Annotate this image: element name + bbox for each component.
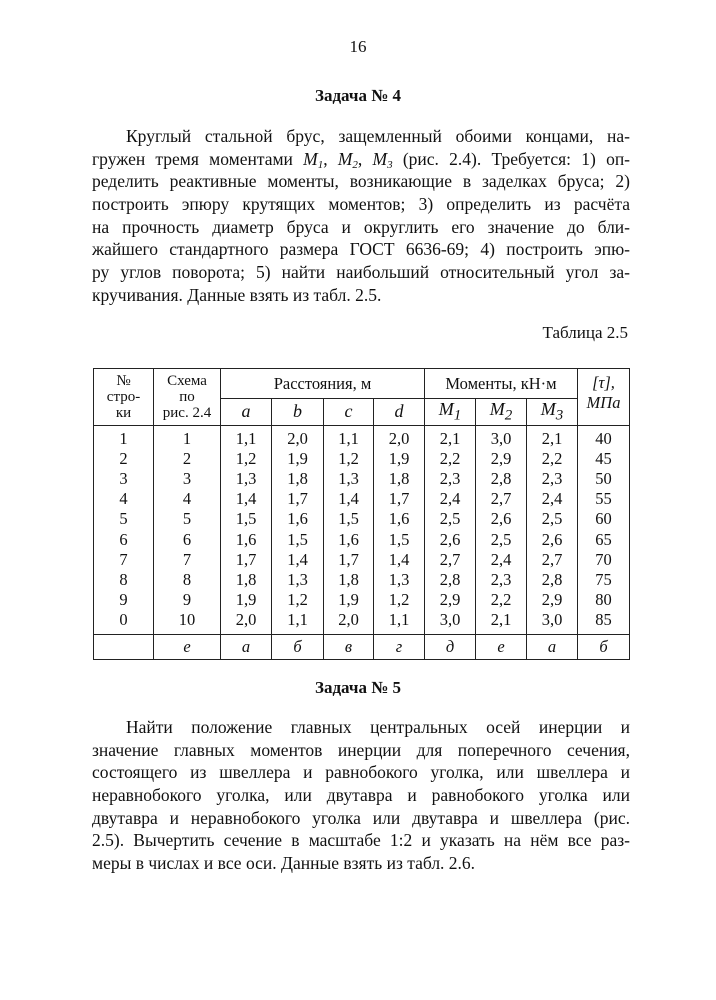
math-symbol: M — [372, 148, 388, 169]
text-segment: на прочность диаметр бруса и округлить его значение до бли- — [92, 216, 630, 237]
table-cell: 40 — [578, 425, 630, 449]
table-cell: 1,3 — [374, 570, 425, 590]
moment-symbol: M — [438, 399, 454, 419]
table-cell: 1,6 — [272, 509, 324, 529]
table-cell: 2,8 — [476, 469, 527, 489]
text-segment: значение главных моментов инерции для поперечного сечения, — [92, 739, 630, 760]
table-cell: 2,3 — [476, 570, 527, 590]
table-cell: 0 — [94, 610, 154, 635]
table-cell: 3,0 — [425, 610, 476, 635]
task-5-paragraph — [92, 716, 630, 875]
moment-symbol: M — [489, 399, 505, 419]
header-text: ки — [115, 404, 132, 421]
text-segment: , — [323, 148, 338, 169]
footer-cell: а — [221, 635, 272, 660]
table-cell: 65 — [578, 530, 630, 550]
table-cell: 2,5 — [527, 509, 578, 529]
table-cell: 60 — [578, 509, 630, 529]
table-cell: 2,4 — [425, 489, 476, 509]
table-row — [94, 570, 630, 590]
text-line — [92, 761, 630, 784]
table-cell: 1,5 — [272, 530, 324, 550]
page-number: 16 — [349, 37, 367, 56]
table-cell: 1,1 — [324, 425, 374, 449]
text-line — [92, 716, 630, 739]
table-cell: 2,9 — [425, 590, 476, 610]
table-cell: 2,0 — [374, 425, 425, 449]
table-cell: 1,3 — [272, 570, 324, 590]
text-line — [92, 784, 630, 807]
header-b: b — [272, 399, 324, 426]
footer-cell: г — [374, 635, 425, 660]
subscript: 2 — [352, 158, 358, 171]
table-cell: 6 — [154, 530, 221, 550]
text-segment: ру углов поворота; 5) найти наибольший относительный угол за- — [92, 262, 630, 283]
table-cell: 1,2 — [221, 449, 272, 469]
text-line — [92, 261, 630, 284]
table-cell: 2,7 — [527, 550, 578, 570]
text-segment: неравнобокого уголка, или двутавра и равнобокого уголка или — [92, 785, 630, 806]
table-cell: 2,1 — [476, 610, 527, 635]
table-row — [94, 469, 630, 489]
table-cell: 4 — [94, 489, 154, 509]
table-cell: 10 — [154, 610, 221, 635]
table-cell: 1,5 — [221, 509, 272, 529]
table-cell: 2,4 — [476, 550, 527, 570]
footer-cell — [94, 635, 154, 660]
table-cell: 6 — [94, 530, 154, 550]
table-row — [94, 449, 630, 469]
table-cell: 1,7 — [221, 550, 272, 570]
table-row — [94, 590, 630, 610]
table-cell: 1,9 — [374, 449, 425, 469]
subscript: 2 — [504, 407, 513, 424]
header-scheme — [154, 369, 221, 426]
table-cell: 2,0 — [324, 610, 374, 635]
text-line — [92, 739, 630, 762]
table-cell: 1,1 — [272, 610, 324, 635]
table-cell: 2,9 — [527, 590, 578, 610]
table-cell: 7 — [94, 550, 154, 570]
table-cell: 55 — [578, 489, 630, 509]
table-cell: 2,9 — [476, 449, 527, 469]
table-cell: 2,1 — [527, 425, 578, 449]
header-text: МПа — [586, 393, 621, 412]
table-cell: 2,6 — [527, 530, 578, 550]
header-text: рис. 2.4 — [162, 404, 212, 421]
table-cell: 1,2 — [272, 590, 324, 610]
table-cell: 8 — [94, 570, 154, 590]
footer-cell: е — [476, 635, 527, 660]
table-cell: 2,8 — [425, 570, 476, 590]
table-cell: 9 — [94, 590, 154, 610]
table-cell: 5 — [154, 509, 221, 529]
header-row-number — [94, 369, 154, 426]
table-row — [94, 509, 630, 529]
header-m3 — [527, 399, 578, 426]
text-segment: состоящего из швеллера и равнобокого уголка, или швеллера и — [92, 762, 630, 783]
table-cell: 5 — [94, 509, 154, 529]
data-table — [93, 368, 630, 660]
header-text: № — [116, 372, 131, 389]
table-cell: 1,8 — [272, 469, 324, 489]
task-4-title: Задача № 4 — [314, 86, 402, 105]
table-cell: 1,8 — [324, 570, 374, 590]
header-distances: Расстояния, м — [221, 369, 425, 399]
moment-symbol: M — [540, 399, 556, 419]
subscript: 1 — [453, 407, 462, 424]
text-segment: двутавра и неравнобокого уголка или двутавра и швеллера (рис. — [92, 807, 630, 828]
table-cell: 70 — [578, 550, 630, 570]
subscript: 3 — [387, 158, 393, 171]
table-cell: 2,2 — [425, 449, 476, 469]
text-segment: кручивания. Данные взять из табл. 2.5. — [92, 284, 382, 305]
table-cell: 1,3 — [324, 469, 374, 489]
table-cell: 2,0 — [221, 610, 272, 635]
table-cell: 2 — [154, 449, 221, 469]
text-line — [92, 216, 630, 239]
text-segment: 2.5). Вычертить сечение в масштабе 1:2 и указать на нём все раз- — [92, 830, 630, 851]
header-c: c — [324, 399, 374, 426]
text-line — [92, 148, 630, 171]
table-cell: 1,3 — [221, 469, 272, 489]
table-cell: 2,4 — [527, 489, 578, 509]
table-row — [94, 530, 630, 550]
table-cell: 8 — [154, 570, 221, 590]
text-segment: (рис. 2.4). Требуется: 1) оп- — [392, 148, 631, 169]
table-cell: 1,1 — [221, 425, 272, 449]
table-cell: 2,3 — [527, 469, 578, 489]
header-d: d — [374, 399, 425, 426]
table-cell: 2 — [94, 449, 154, 469]
header-text: стро- — [106, 388, 141, 405]
table-cell: 1,7 — [374, 489, 425, 509]
table-cell: 2,6 — [476, 509, 527, 529]
table-cell: 1,8 — [221, 570, 272, 590]
footer-cell: д — [425, 635, 476, 660]
table-row — [94, 550, 630, 570]
footer-cell: а — [527, 635, 578, 660]
text-segment: меры в числах и все оси. Данные взять из табл. 2.6. — [92, 853, 476, 874]
table-cell: 1,2 — [324, 449, 374, 469]
table-cell: 1,8 — [374, 469, 425, 489]
table-cell: 1,6 — [221, 530, 272, 550]
text-segment: жайшего стандартного размера ГОСТ 6636-69; 4) построить эпю- — [92, 239, 630, 260]
table-cell: 1,5 — [374, 530, 425, 550]
table-cell: 85 — [578, 610, 630, 635]
text-line — [92, 284, 630, 307]
table-cell: 1 — [154, 425, 221, 449]
header-moments: Моменты, кН·м — [425, 369, 578, 399]
footer-cell: б — [272, 635, 324, 660]
text-line — [92, 170, 630, 193]
header-m2 — [476, 399, 527, 426]
text-segment: ределить реактивные моменты, возникающие в заделках бруса; 2) — [92, 171, 630, 192]
header-text: Схема — [167, 372, 207, 389]
math-symbol: M — [303, 148, 318, 169]
table-cell: 3 — [154, 469, 221, 489]
table-cell: 3,0 — [527, 610, 578, 635]
table-cell: 1,5 — [324, 509, 374, 529]
text-line — [92, 193, 630, 216]
table-caption: Таблица 2.5 — [542, 323, 628, 342]
footer-cell: в — [324, 635, 374, 660]
table-cell: 1,4 — [374, 550, 425, 570]
subscript: 1 — [317, 158, 324, 171]
table-cell: 1,6 — [374, 509, 425, 529]
text-line — [92, 125, 630, 148]
table-cell: 1,4 — [272, 550, 324, 570]
text-line — [92, 829, 630, 852]
subscript: 3 — [555, 407, 564, 424]
math-symbol: M — [337, 148, 353, 169]
table-cell: 2,1 — [425, 425, 476, 449]
table-cell: 50 — [578, 469, 630, 489]
table-cell: 2,0 — [272, 425, 324, 449]
text-segment: , — [357, 148, 373, 169]
text-segment: Найти положение главных центральных осей инерции и — [126, 717, 630, 737]
table-cell: 2,3 — [425, 469, 476, 489]
footer-cell: б — [578, 635, 630, 660]
table-cell: 2,2 — [476, 590, 527, 610]
table-cell: 7 — [154, 550, 221, 570]
table-row — [94, 425, 630, 449]
task-5-title: Задача № 5 — [314, 678, 402, 697]
table-cell: 3,0 — [476, 425, 527, 449]
header-a: a — [221, 399, 272, 426]
table-cell: 2,7 — [476, 489, 527, 509]
text-segment: построить эпюру крутящих моментов; 3) определить из расчёта — [92, 194, 630, 215]
text-segment: Круглый стальной брус, защемленный обоими концами, на- — [126, 126, 630, 146]
text-line — [92, 807, 630, 830]
table-cell: 1,2 — [374, 590, 425, 610]
table-cell: 2,5 — [476, 530, 527, 550]
table-cell: 1,1 — [374, 610, 425, 635]
table-cell: 4 — [154, 489, 221, 509]
table-cell: 1,9 — [324, 590, 374, 610]
header-m1 — [425, 399, 476, 426]
task-4-paragraph — [92, 125, 630, 307]
header-text: [τ], — [592, 373, 615, 392]
table-cell: 2,5 — [425, 509, 476, 529]
table-cell: 9 — [154, 590, 221, 610]
table-cell: 1,7 — [324, 550, 374, 570]
table-cell: 80 — [578, 590, 630, 610]
footer-cell: е — [154, 635, 221, 660]
table-cell: 1,6 — [324, 530, 374, 550]
table-cell: 1,9 — [272, 449, 324, 469]
text-line — [92, 852, 630, 875]
header-text: по — [179, 388, 195, 405]
table-row — [94, 610, 630, 635]
table-cell: 1,4 — [324, 489, 374, 509]
text-line — [92, 238, 630, 261]
header-tau — [578, 369, 630, 426]
table-cell: 1,9 — [221, 590, 272, 610]
table-cell: 75 — [578, 570, 630, 590]
table-cell: 2,2 — [527, 449, 578, 469]
table-row — [94, 489, 630, 509]
table-cell: 1 — [94, 425, 154, 449]
table-cell: 2,7 — [425, 550, 476, 570]
table-cell: 1,4 — [221, 489, 272, 509]
table-cell: 2,6 — [425, 530, 476, 550]
table-cell: 1,7 — [272, 489, 324, 509]
table-cell: 3 — [94, 469, 154, 489]
table-cell: 45 — [578, 449, 630, 469]
table-cell: 2,8 — [527, 570, 578, 590]
text-segment: гружен тремя моментами — [92, 148, 304, 169]
